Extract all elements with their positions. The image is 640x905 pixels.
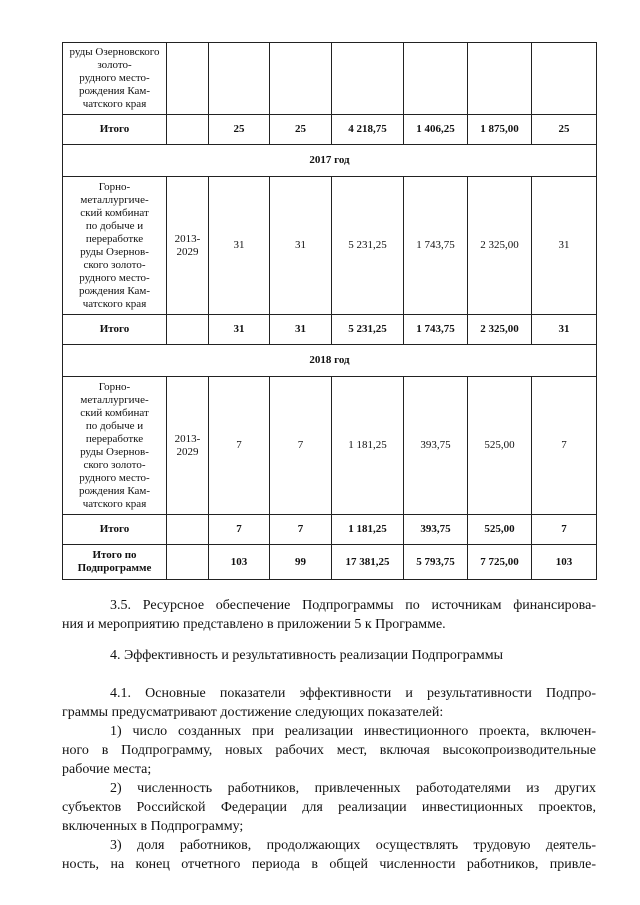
total-label: Итого [63,315,167,345]
name-line: Горно- [98,380,131,393]
value-cell: 4 218,75 [332,115,404,145]
value-cell [332,43,404,115]
table-row [63,43,597,115]
name-line: золото- [97,59,132,71]
value-cell: 103 [209,545,270,580]
value-cell: 393,75 [404,377,468,515]
value-cell: 1 743,75 [404,315,468,345]
value-cell: 31 [532,315,597,345]
value-cell: 525,00 [468,377,532,515]
text-line: 3.5. Ресурсное обеспечение Подпрограммы по источникам финансирова- [110,598,596,613]
value-cell: 5 231,25 [332,177,404,315]
value-cell: 7 [532,515,597,545]
value-cell: 5 793,75 [404,545,468,580]
period-cell [167,315,209,345]
name-line: переработке [85,432,144,445]
value-cell: 31 [209,315,270,345]
total-row [63,315,597,345]
period-cell: 2013-2029 [167,377,209,515]
value-cell: 31 [532,177,597,315]
period-cell: 2013-2029 [167,177,209,315]
period-cell [167,515,209,545]
name-line: ский комбинат [80,406,149,419]
value-cell: 5 231,25 [332,315,404,345]
value-cell: 31 [270,315,332,345]
text-line: 1) число созданных при реализации инвестиционного проекта, включен- [110,724,596,739]
value-cell [270,43,332,115]
total-row [63,115,597,145]
value-cell: 1 406,25 [404,115,468,145]
value-cell: 1 875,00 [468,115,532,145]
text-line: субъектов Российской Федерации для реализации инвестиционных проектов, [62,800,596,815]
value-cell: 17 381,25 [332,545,404,580]
name-line: по добыче и [85,419,144,432]
value-cell: 1 181,25 [332,377,404,515]
name-line: чатского края [82,497,147,510]
table-row [63,177,597,315]
value-cell: 525,00 [468,515,532,545]
value-cell: 31 [270,177,332,315]
name-line: ский комбинат [80,206,149,219]
text-line: граммы предусматривают достижение следующих показателей: [62,705,444,720]
value-cell: 7 [270,377,332,515]
name-line: металлургиче- [80,193,149,206]
total-row [63,515,597,545]
text-line: 3) доля работников, продолжающих осуществлять трудовую деятель- [110,838,596,853]
project-name-cell [63,43,167,115]
indicators-table [62,42,597,580]
name-line: рудного место- [79,271,150,284]
value-cell: 25 [532,115,597,145]
name-line: ского золото- [83,258,146,271]
name-line: ского золото- [83,458,146,471]
text-line: 2) численность работников, привлеченных работодателями из других [110,781,596,796]
value-cell: 25 [209,115,270,145]
period-cell [167,43,209,115]
value-cell: 103 [532,545,597,580]
year-label: 2017 год [63,145,597,177]
grand-total-row [63,545,597,580]
value-cell: 25 [270,115,332,145]
value-cell: 7 725,00 [468,545,532,580]
text-line: 4.1. Основные показатели эффективности и результативности Подпро- [110,686,596,701]
name-line: рождения Кам- [78,85,151,97]
value-cell: 2 325,00 [468,315,532,345]
text-line: ность, на конец отчетного периода в общей численности работников, привле- [62,857,596,872]
project-name-cell [63,177,167,315]
total-label: Итого [63,515,167,545]
year-header-row [63,145,597,177]
text-line: включенных в Подпрограмму; [62,819,244,834]
value-cell: 31 [209,177,270,315]
name-line: рождения Кам- [78,484,151,497]
name-line: металлургиче- [80,393,149,406]
paragraph-3-5 [62,596,596,634]
year-header-row [63,345,597,377]
value-cell [209,43,270,115]
value-cell: 1 743,75 [404,177,468,315]
value-cell: 393,75 [404,515,468,545]
grand-total-label: Итого по Подпрограмме [63,545,167,580]
name-line: руды Озерновского [69,46,160,58]
total-label: Итого [63,115,167,145]
name-line: рудного место- [79,471,150,484]
value-cell: 1 181,25 [332,515,404,545]
name-line: чатского края [82,98,147,110]
value-cell: 7 [532,377,597,515]
value-cell: 7 [209,515,270,545]
text-line: ного в Подпрограмму, новых рабочих мест, включая высокопроизводительные [62,743,596,758]
section-heading-4: 4. Эффективность и результативность реализации Подпрограммы [110,648,503,663]
period-cell [167,115,209,145]
name-line: руды Озернов- [80,445,149,458]
year-label: 2018 год [63,345,597,377]
name-line: чатского края [82,297,147,310]
project-name-cell [63,377,167,515]
value-cell [404,43,468,115]
value-cell: 7 [270,515,332,545]
value-cell [468,43,532,115]
text-line: рабочие места; [62,762,152,777]
value-cell: 99 [270,545,332,580]
value-cell: 7 [209,377,270,515]
value-cell [532,43,597,115]
name-line: руды Озернов- [80,245,149,258]
text-line: ния и мероприятию представлено в приложении 5 к Программе. [62,617,446,632]
paragraph-4-1 [62,684,596,874]
value-cell: 2 325,00 [468,177,532,315]
name-line: рождения Кам- [78,284,151,297]
table-row [63,377,597,515]
name-line: переработке [85,232,144,245]
name-line: рудного место- [79,72,150,84]
name-line: Горно- [98,180,131,193]
name-line: по добыче и [85,219,144,232]
period-cell [167,545,209,580]
